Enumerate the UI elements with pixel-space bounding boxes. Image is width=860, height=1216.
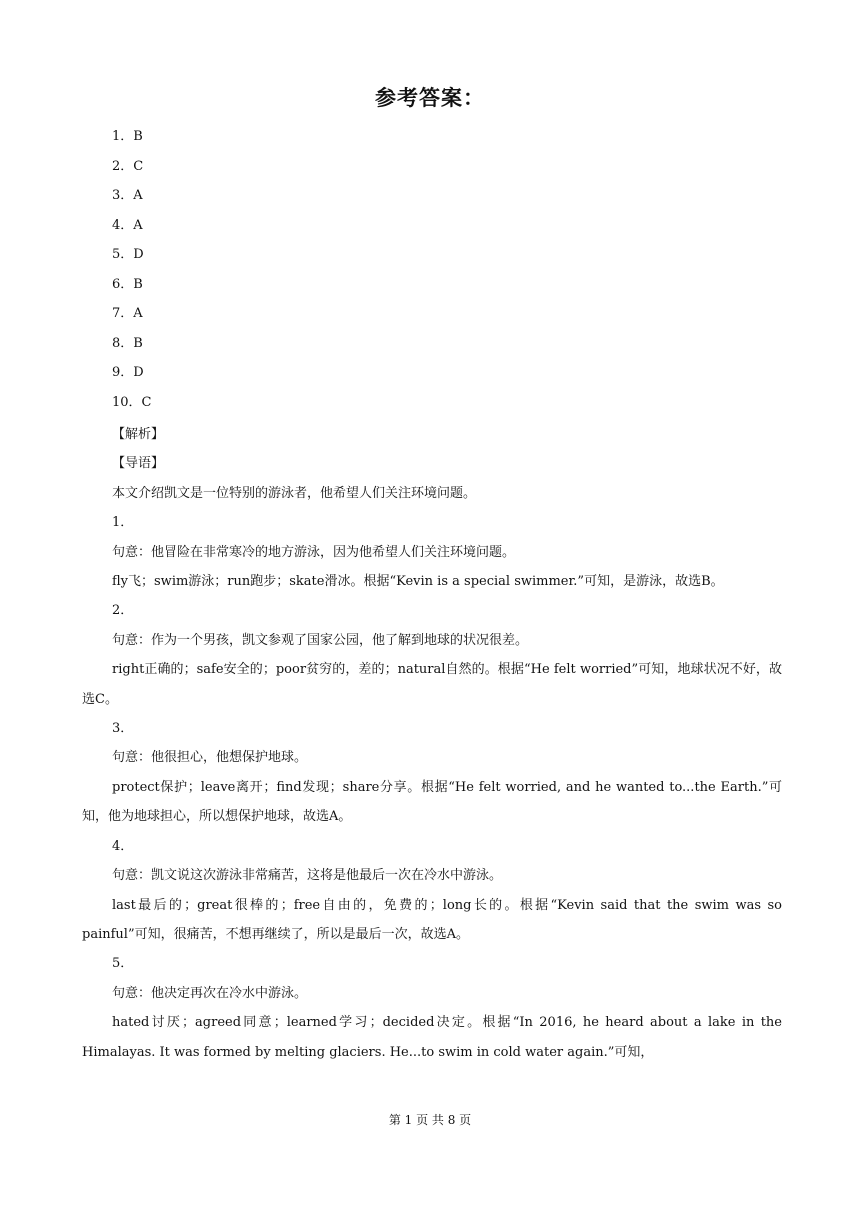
- answer-item: 4．A: [112, 217, 143, 233]
- question-number: 4．: [112, 838, 134, 854]
- answer-item: 1．B: [112, 129, 143, 144]
- sentence-meaning: 句意：凯文说这次游泳非常痛苦，这将是他最后一次在冷水中游泳。: [112, 868, 503, 884]
- page-footer: 第 1 页 共 8 页: [388, 1113, 472, 1127]
- answer-item: 9．D: [112, 365, 144, 380]
- answer-item: 7．A: [112, 306, 143, 321]
- answer-item: 8．B: [112, 335, 143, 351]
- question-number: 2．: [112, 603, 134, 619]
- sentence-meaning: 句意：他很担心，他想保护地球。: [112, 750, 308, 766]
- explanation-paragraph: right正确的；safe安全的；poor贫穷的，差的；natural自然的。根据“He felt worried”可知，地球状况不好，故选C。: [82, 662, 782, 707]
- sentence-meaning: 句意：作为一个男孩，凯文参观了国家公园，他了解到地球的状况很差。: [112, 632, 529, 648]
- answer-list: [112, 125, 152, 420]
- page-title: 参考答案：: [375, 86, 485, 110]
- section-heading: 【解析】: [112, 427, 165, 442]
- answer-item: 3．A: [112, 188, 143, 203]
- sentence-meaning: 句意：他决定再次在冷水中游泳。: [112, 985, 308, 1001]
- explanation-paragraph: hated讨厌；agreed同意；learned学习；decided决定。根据“In 2016, he heard about a lake in the Himalayas. It was formed by melting glaciers. He...to swim in cold water again.”可知，: [82, 1015, 782, 1060]
- explanation-body: [82, 420, 782, 1067]
- answer-item: 6．B: [112, 276, 143, 292]
- sentence-meaning: 句意：他冒险在非常寒冷的地方游泳，因为他希望人们关注环境问题。: [112, 544, 516, 560]
- section-heading: 【导语】: [112, 456, 165, 472]
- explanation-paragraph: last最后的；great很棒的；free自由的，免费的；long长的。根据“Kevin said that the swim was so painful”可知，很痛苦，不想再继续了，所以是最后一次，故选A。: [82, 897, 782, 942]
- intro-paragraph: 本文介绍凯文是一位特别的游泳者，他希望人们关注环境问题。: [112, 485, 477, 501]
- answer-item: 10．C: [112, 394, 152, 410]
- answer-item: 5．D: [112, 247, 144, 262]
- answer-item: 2．C: [112, 158, 144, 174]
- question-number: 1．: [112, 515, 134, 531]
- question-number: 3．: [112, 721, 134, 737]
- question-number: 5．: [112, 956, 134, 972]
- explanation-paragraph: protect保护；leave离开；find发现；share分享。根据“He felt worried, and he wanted to...the Earth.”可知，他为地球担心，所以想保护地球，故选A。: [82, 779, 782, 825]
- explanation-paragraph: fly飞；swim游泳；run跑步；skate滑冰。根据“Kevin is a special swimmer.”可知，是游泳，故选B。: [112, 574, 724, 590]
